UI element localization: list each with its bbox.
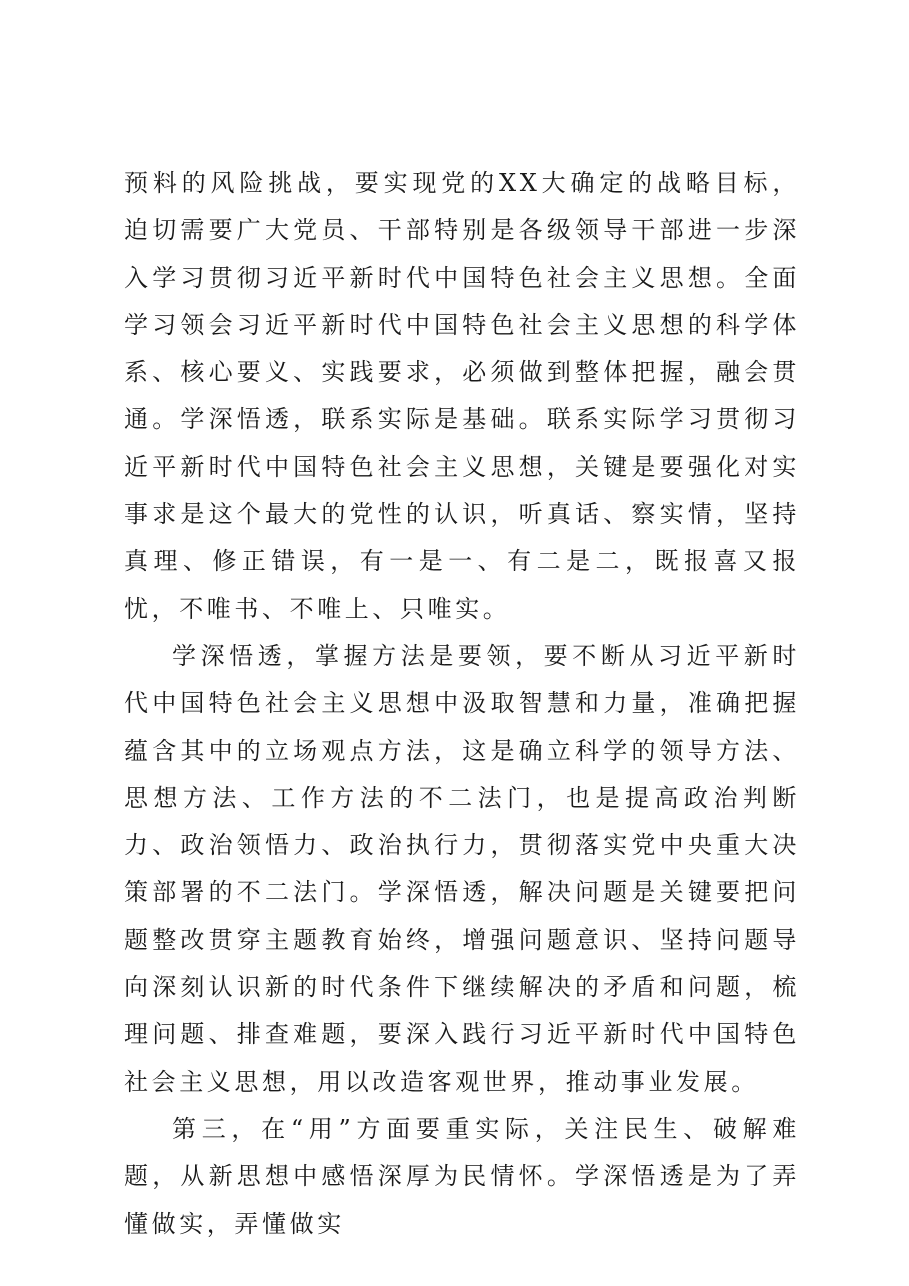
paragraph-1: 预料的风险挑战，要实现党的XX大确定的战略目标，迫切需要广大党员、干部特别是各级领导干部进一步深入学习贯彻习近平新时代中国特色社会主义思想。全面学习领会习近平新时代中国特色社会主义思想的科学体系、核心要义、实践要求，必须做到整体把握，融会贯通。学深悟透，联系实际是基础。联系实际学习贯彻习近平新时代中国特色社会主义思想，关键是要强化对实事求是这个最大的党性的认识，听真话、察实情，坚持真理、修正错误，有一是一、有二是二，既报喜又报忧，不唯书、不唯上、只唯实。 xyxy=(124,169,800,623)
paragraph-3: 第三，在“用”方面要重实际，关注民生、破解难题，从新思想中感悟深厚为民情怀。学深悟透是为了弄懂做实，弄懂做实 xyxy=(124,1114,800,1238)
document-body xyxy=(124,160,800,1248)
paragraph-2: 学深悟透，掌握方法是要领，要不断从习近平新时代中国特色社会主义思想中汲取智慧和力量，准确把握蕴含其中的立场观点方法，这是确立科学的领导方法、思想方法、工作方法的不二法门，也是提高政治判断力、政治领悟力、政治执行力，贯彻落实党中央重大决策部署的不二法门。学深悟透，解决问题是关键要把问题整改贯穿主题教育始终，增强问题意识、坚持问题导向深刻认识新的时代条件下继续解决的矛盾和问题，梳理问题、排查难题，要深入践行习近平新时代中国特色社会主义思想，用以改造客观世界，推动事业发展。 xyxy=(124,641,800,1096)
